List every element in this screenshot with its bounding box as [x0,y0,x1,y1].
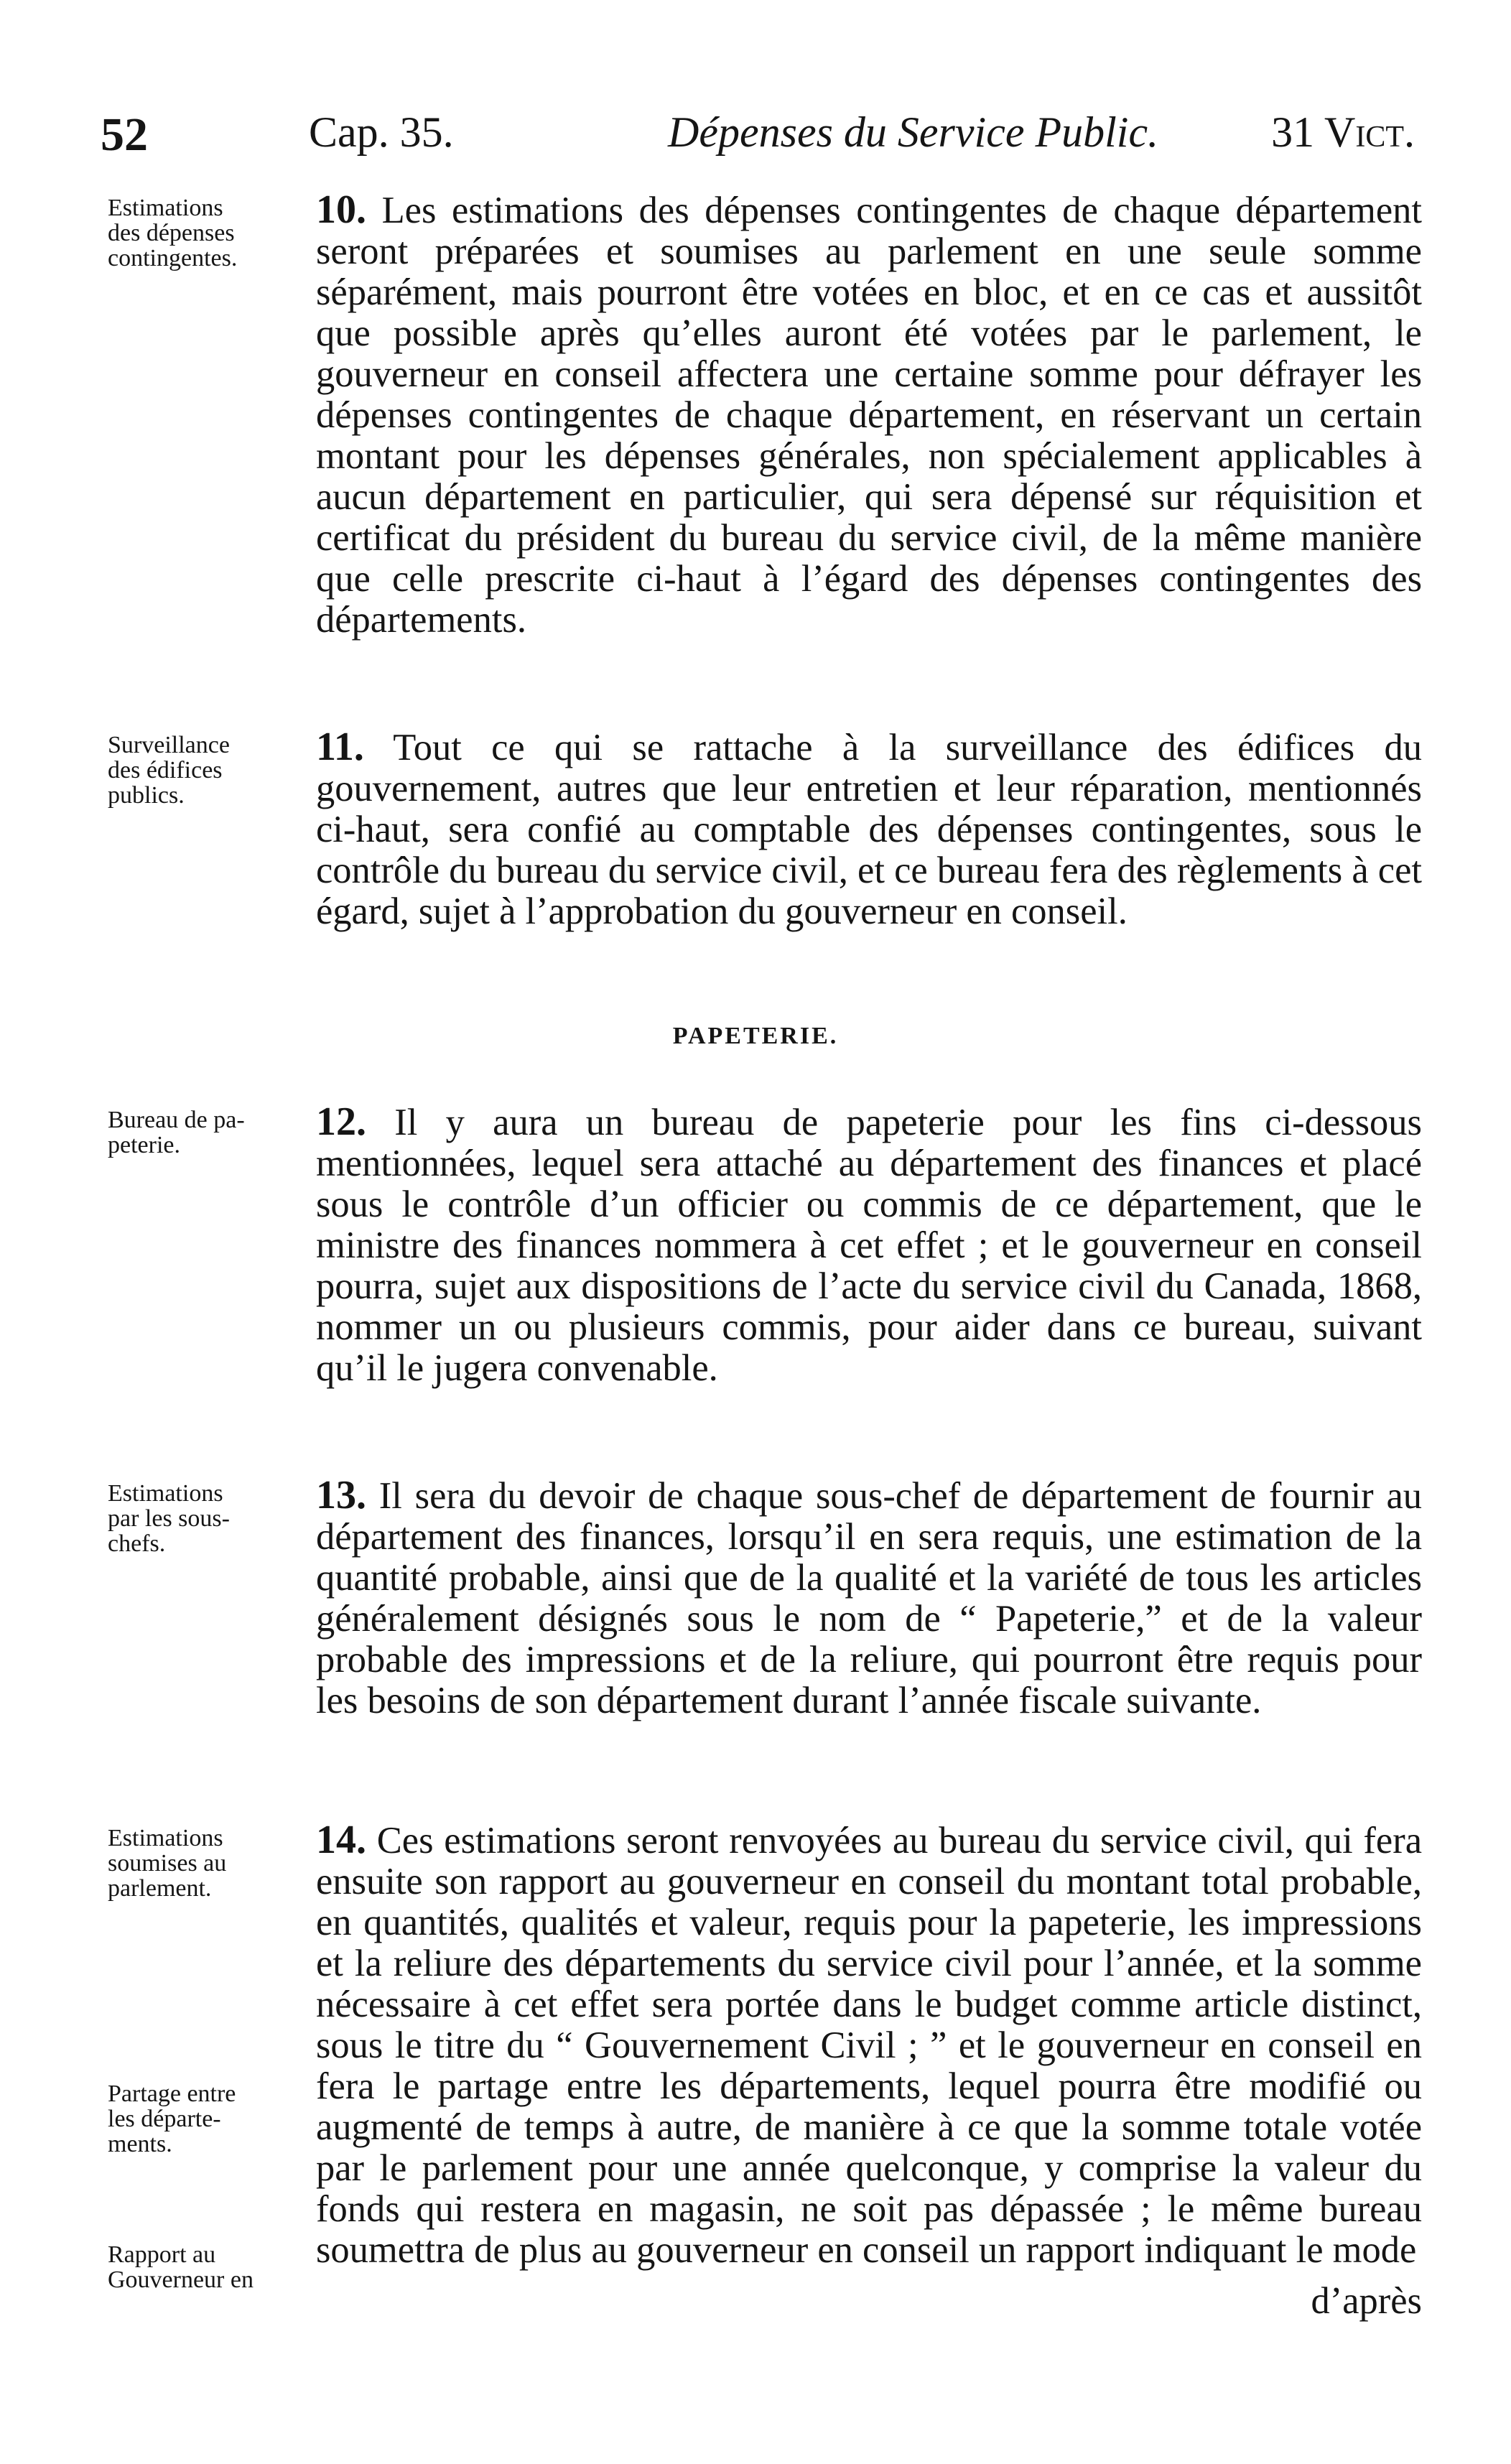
section-number: 13. [316,1473,366,1517]
page-number: 52 [101,108,148,161]
section-13 [316,1475,1422,1721]
running-header [101,108,1415,165]
section-heading-papeterie: PAPETERIE. [672,1023,839,1049]
section-10 [316,187,1423,641]
section-number: 12. [316,1099,366,1144]
running-title: Dépenses du Service Public. [668,108,1159,156]
section-12 [316,1099,1422,1389]
section-number: 11. [316,725,364,769]
section-text: Tout ce qui se rattache à la surveillance des édifices du gouvernement, autres que leur entretien et leur réparation, mentionnés ci-haut, sera confié au comptable des dépenses contingentes, sous le contrôle du bureau du service civil, et ce bureau fera des règlements à cet égard, sujet à l’approbation du gouverneur en conseil. [316,727,1422,932]
margin-note-estimations-contingentes: Estimations des dépenses contingentes. [108,195,238,271]
margin-note-rapport: Rapport au Gouverneur en [108,2241,254,2293]
section-number: 14. [316,1818,366,1862]
margin-note-bureau-papeterie: Bureau de pa- peterie. [108,1107,245,1158]
section-14 [316,1820,1422,2271]
chapter-label: Cap. 35. [309,108,454,156]
margin-note-partage: Partage entre les départe- ments. [108,2081,236,2157]
margin-note-estimations-sous-chefs: Estimations par les sous- chefs. [108,1480,230,1557]
session-label: 31 Vict. [1271,108,1415,156]
section-text: Ces estimations seront renvoyées au bureau du service civil, qui fera ensuite son rapport au gouverneur en conseil du montant total probable, en quantités, qualités et valeur, requis pour la papeterie, les impressions et la reliure des départements du service civil pour l’année, et la somme nécessaire à cet effet sera portée dans le budget comme article distinct, sous le titre du “ Gouvernement Civil ; ” et le gouverneur en conseil en fera le partage entre les départements, lequel pourra être modifié ou augmenté de temps à autre, de manière à ce que la somme totale votée par le parlement pour une année quelconque, y comprise la valeur du fonds qui restera en magasin, ne soit pas dépassée ; le même bureau soumettra de plus au gouverneur en conseil un rapport indiquant le mode [316,1820,1423,2271]
margin-note-estimations-parlement: Estimations soumises au parlement. [108,1825,227,1902]
section-number: 10. [316,187,366,232]
section-text: Les estimations des dépenses contingentes de chaque département seront préparées et soumises au parlement en une seule somme séparément, mais pourront être votées en bloc, et en ce cas et aussitôt que possible après qu’elles auront été votées par le parlement, le gouverneur en conseil affectera une certaine somme pour défrayer les dépenses contingentes de chaque département, en réservant un certain montant pour les dépenses générales, non spécialement applicables à aucun département en particulier, qui sera dépensé sur réquisition et certificat du président du bureau du service civil, de la même manière que celle prescrite ci-haut à l’égard des dépenses contingentes des départements. [316,190,1423,641]
section-11 [316,727,1422,932]
catchword: d’après [1311,2280,1422,2322]
margin-note-surveillance: Surveillance des édifices publics. [108,732,230,809]
section-text: Il y aura un bureau de papeterie pour les fins ci-dessous mentionnées, lequel sera attaché au département des finances et placé sous le contrôle d’un officier ou commis de ce département, que le ministre des finances nommera à cet effet ; et le gouverneur en conseil pourra, sujet aux dispositions de l’acte du service civil du Canada, 1868, nommer un ou plusieurs commis, pour aider dans ce bureau, suivant qu’il le jugera convenable. [316,1102,1422,1389]
section-text: Il sera du devoir de chaque sous-chef de département de fournir au département des finances, lorsqu’il en sera requis, une estimation de la quantité probable, ainsi que de la qualité et la variété de tous les articles généralement désignés sous le nom de “ Papeterie,” et de la valeur probable des impressions et de la reliure, qui pourront être requis pour les besoins de son département durant l’année fiscale suivante. [316,1475,1422,1721]
